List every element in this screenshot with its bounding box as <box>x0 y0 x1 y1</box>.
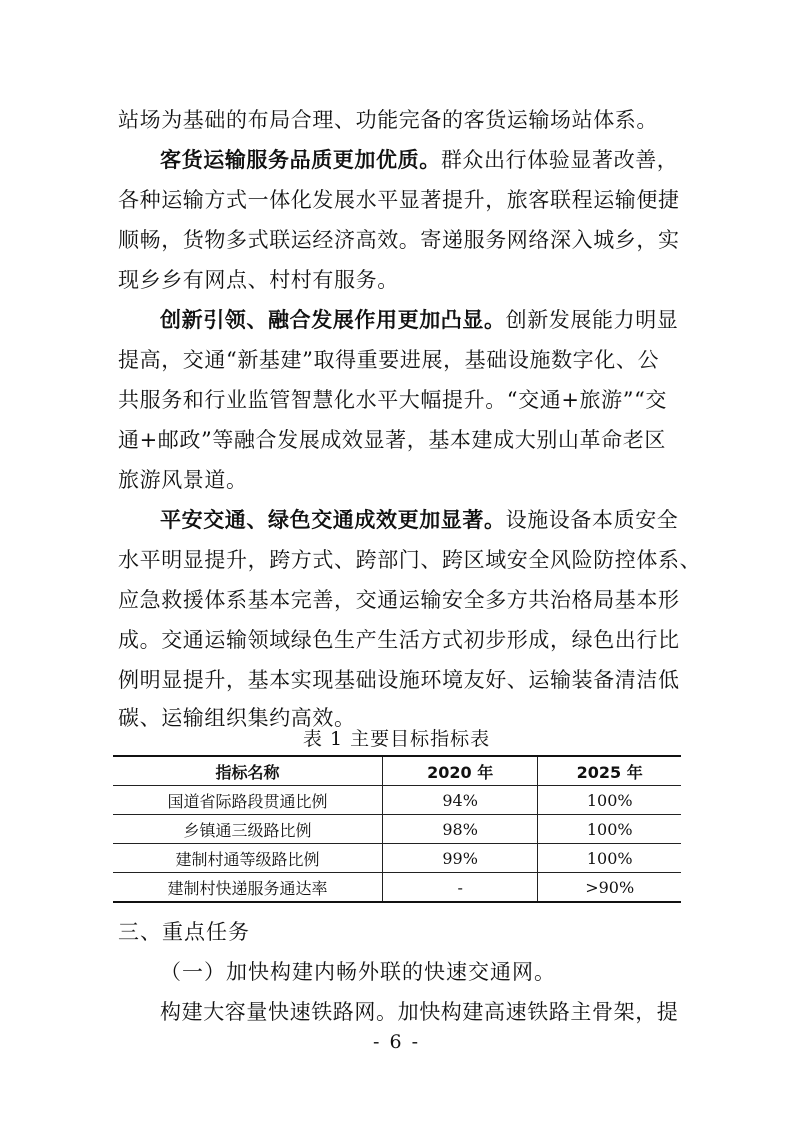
paragraph-line: 应急救援体系基本完善，交通运输安全多方共治格局基本形 <box>118 588 680 612</box>
paragraph-line: 成。交通运输领域绿色生产生活方式初步形成，绿色出行比 <box>118 628 680 652</box>
targets-table <box>113 755 681 903</box>
paragraph-heading: 创新引领、融合发展作用更加凸显。 <box>160 308 506 332</box>
paragraph-line: 构建大容量快速铁路网。加快构建高速铁路主骨架，提 <box>160 1000 679 1024</box>
paragraph-line <box>160 140 678 180</box>
paragraph-line <box>160 300 678 340</box>
table-row <box>113 873 681 903</box>
table-cell: 乡镇通三级路比例 <box>113 815 382 844</box>
paragraph-text: 创新发展能力明显 <box>505 308 679 332</box>
paragraph-heading: 平安交通、绿色交通成效更加显著。 <box>160 508 506 532</box>
table-cell: 100% <box>538 786 681 815</box>
paragraph-line: 碳、运输组织集约高效。 <box>118 706 356 730</box>
column-header: 2020 年 <box>382 756 538 786</box>
table-cell: 建制村快递服务通达率 <box>113 873 382 903</box>
paragraph-text: 设施设备本质安全 <box>505 508 679 532</box>
subsection-heading: （一）加快构建内畅外联的快速交通网。 <box>160 960 556 984</box>
paragraph-line: 例明显提升，基本实现基础设施环境友好、运输装备清洁低 <box>118 668 680 692</box>
column-header: 2025 年 <box>538 756 681 786</box>
table-caption: 表 1 主要目标指标表 <box>302 728 491 750</box>
paragraph-line: 通+邮政”等融合发展成效显著，基本建成大别山革命老区 <box>118 428 666 452</box>
paragraph-line <box>160 500 678 540</box>
section-heading: 三、重点任务 <box>118 920 250 944</box>
table-cell: 99% <box>382 844 538 873</box>
paragraph-text: 群众出行体验显著改善， <box>440 148 679 172</box>
table-cell: 100% <box>538 815 681 844</box>
table-cell: 建制村通等级路比例 <box>113 844 382 873</box>
table-cell: 98% <box>382 815 538 844</box>
table-cell: 94% <box>382 786 538 815</box>
table-row <box>113 844 681 873</box>
paragraph-heading: 客货运输服务品质更加优质。 <box>160 148 441 172</box>
table-cell: 国道省际路段贯通比例 <box>113 786 382 815</box>
page-number: - 6 - <box>372 1031 420 1053</box>
table-cell: 100% <box>538 844 681 873</box>
table-row <box>113 815 681 844</box>
table-cell: >90% <box>538 873 681 903</box>
paragraph-line: 共服务和行业监管智慧化水平大幅提升。“交通+旅游”“交 <box>118 388 668 412</box>
table-row <box>113 786 681 815</box>
paragraph-line: 顺畅，货物多式联运经济高效。寄递服务网络深入城乡，实 <box>118 228 680 252</box>
table-header-row <box>113 756 681 786</box>
paragraph-line: 各种运输方式一体化发展水平显著提升，旅客联程运输便捷 <box>118 188 680 212</box>
paragraph-line: 水平明显提升，跨方式、跨部门、跨区域安全风险防控体系、 <box>118 548 702 572</box>
paragraph-line: 现乡乡有网点、村村有服务。 <box>118 268 399 292</box>
table-cell: - <box>382 873 538 903</box>
paragraph-line: 站场为基础的布局合理、功能完备的客货运输场站体系。 <box>118 108 658 132</box>
paragraph-line: 提高，交通“新基建”取得重要进展，基础设施数字化、公 <box>118 348 660 372</box>
column-header: 指标名称 <box>113 756 382 786</box>
paragraph-line: 旅游风景道。 <box>118 468 248 492</box>
